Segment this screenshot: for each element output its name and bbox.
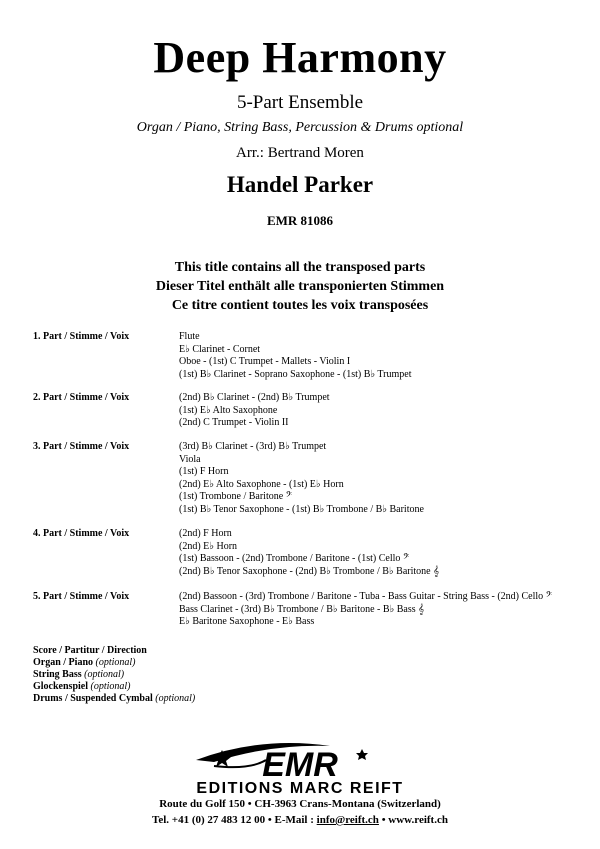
- part-3-label: 3. Part / Stimme / Voix: [33, 441, 130, 452]
- publisher-address: Route du Golf 150 • CH-3963 Crans-Montana (Switzerland): [159, 798, 441, 810]
- subtitle: 5-Part Ensemble: [236, 92, 364, 113]
- instrument-line: (3rd) B♭ Clarinet - (3rd) B♭ Trumpet: [179, 441, 327, 452]
- instrument-line: Flute: [179, 331, 200, 342]
- emr-logo-graphic: [0, 740, 600, 796]
- extra-item: Organ / Piano (optional): [33, 657, 136, 668]
- transposition-notes: [0, 258, 600, 315]
- part-3-instruments: [179, 441, 424, 517]
- instrument-line: (1st) B♭ Tenor Saxophone - (1st) B♭ Trombone / B♭ Baritone: [179, 503, 424, 515]
- note-german: Dieser Titel enthält alle transponierten Stimmen: [155, 279, 445, 294]
- title: Deep Harmony: [153, 33, 447, 82]
- publisher-contact: Tel. +41 (0) 27 483 12 00 • E-Mail : info@reift.ch • www.reift.ch: [152, 814, 448, 826]
- instrument-line: (2nd) F Horn: [179, 528, 232, 539]
- instrument-line: Bass Clarinet - (3rd) B♭ Trombone / B♭ Baritone - B♭ Bass 𝄞: [179, 603, 425, 615]
- instrument-line: (1st) E♭ Alto Saxophone: [179, 404, 278, 416]
- instrument-line: Viola: [179, 453, 201, 465]
- instrument-line: E♭ Baritone Saxophone - E♭ Bass: [179, 616, 315, 628]
- instrument-line: (2nd) E♭ Alto Saxophone - (1st) E♭ Horn: [179, 478, 344, 490]
- instrument-line: Oboe - (1st) C Trumpet - Mallets - Violin I: [179, 356, 351, 368]
- instrument-line: (2nd) C Trumpet - Violin II: [179, 417, 289, 429]
- instrumentation: Organ / Piano, String Bass, Percussion & Drums optional: [136, 120, 464, 135]
- part-4-instruments: [179, 528, 439, 578]
- publisher-logo: [0, 740, 600, 801]
- instrument-line: (1st) Bassoon - (2nd) Trombone / Baritone - (1st) Cello 𝄢: [179, 553, 410, 565]
- instrument-line: (2nd) B♭ Tenor Saxophone - (2nd) B♭ Trombone / B♭ Baritone 𝄞: [179, 565, 439, 577]
- part-1-instruments: [179, 331, 411, 381]
- instrument-line: (2nd) B♭ Clarinet - (2nd) B♭ Trumpet: [179, 392, 330, 403]
- instrument-line: (2nd) Bassoon - (3rd) Trombone / Baritone - Tuba - Bass Guitar - String Bass - (2nd) Cello 𝄢: [179, 591, 553, 602]
- email-link[interactable]: info@reift.ch: [316, 814, 379, 826]
- extra-item: Score / Partitur / Direction: [33, 645, 147, 656]
- logo-publisher-name: EDITIONS MARC REIFT: [196, 780, 404, 796]
- part-5-instruments: [179, 591, 552, 629]
- part-4-label: 4. Part / Stimme / Voix: [33, 528, 130, 539]
- catalog-number: EMR 81086: [266, 213, 334, 228]
- note-french: Ce titre contient toutes les voix transposées: [171, 298, 429, 313]
- logo-emr-text: EMR: [262, 746, 338, 784]
- instrument-line: (1st) F Horn: [179, 466, 229, 478]
- part-2-instruments: [179, 392, 330, 430]
- arranger: Arr.: Bertrand Moren: [236, 145, 364, 161]
- extra-item: String Bass (optional): [33, 669, 125, 680]
- part-2-label: 2. Part / Stimme / Voix: [33, 392, 130, 403]
- instrument-line: (1st) B♭ Clarinet - Soprano Saxophone - (1st) B♭ Trumpet: [179, 368, 412, 380]
- composer: Handel Parker: [226, 172, 374, 197]
- instrument-line: (1st) Trombone / Baritone 𝄢: [179, 491, 293, 503]
- score-extras: [33, 645, 195, 705]
- extra-item: Glockenspiel (optional): [33, 681, 131, 692]
- extra-item: Drums / Suspended Cymbal (optional): [33, 693, 196, 704]
- part-5-label: 5. Part / Stimme / Voix: [33, 591, 130, 602]
- instrument-line: (2nd) E♭ Horn: [179, 540, 238, 552]
- part-1-label: 1. Part / Stimme / Voix: [33, 331, 130, 342]
- note-english: This title contains all the transposed parts: [174, 260, 426, 275]
- instrument-line: E♭ Clarinet - Cornet: [179, 343, 261, 355]
